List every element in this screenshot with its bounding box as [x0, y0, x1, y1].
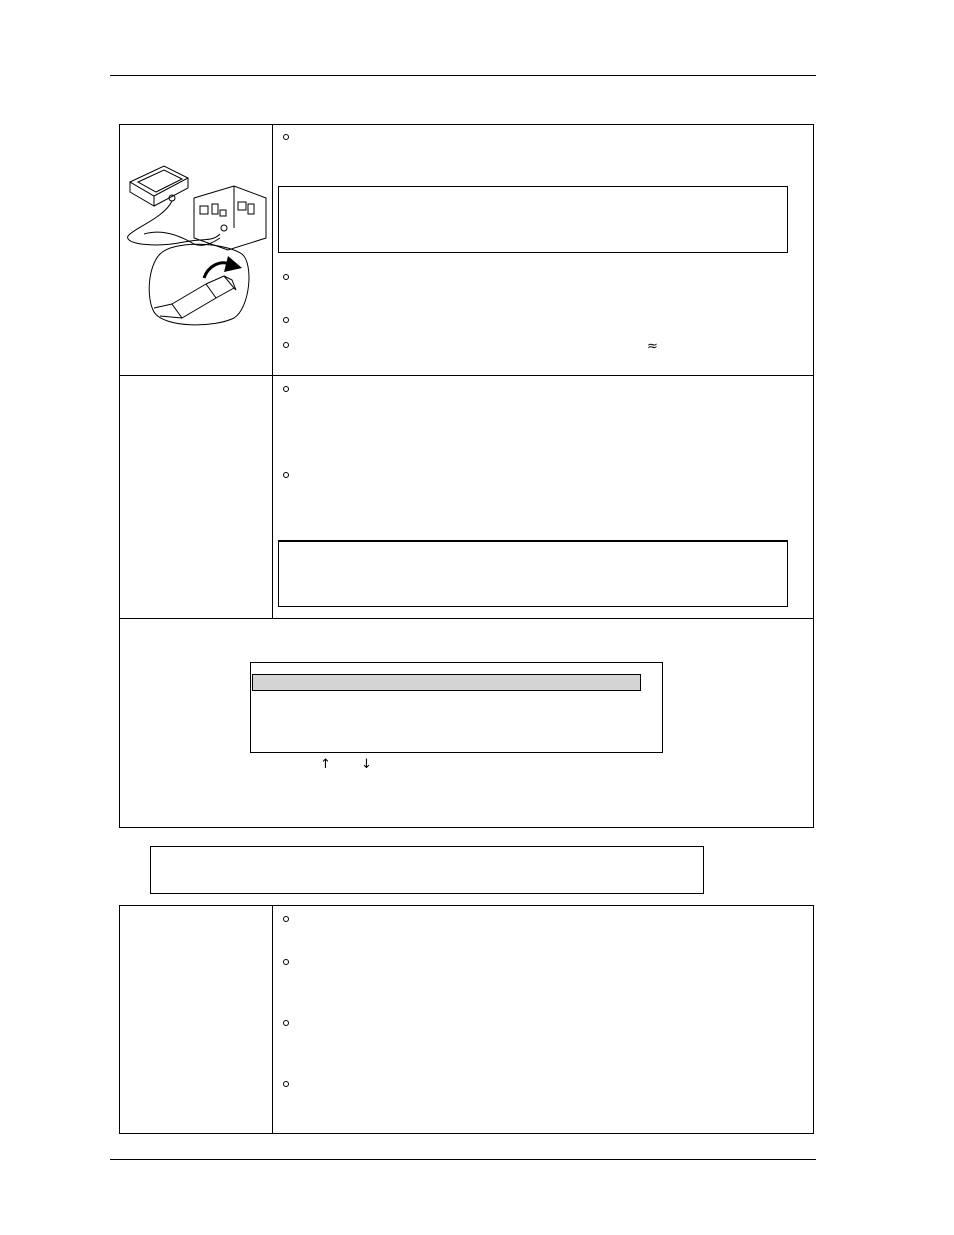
arrow-up-icon: ↑	[320, 757, 331, 772]
instruction-table-lower	[119, 905, 814, 1134]
table-row-divider-1	[119, 375, 814, 376]
table-column-divider	[272, 124, 273, 619]
lcd-highlight-bar	[252, 674, 641, 691]
bullet-marker	[283, 274, 289, 280]
bullet-marker	[283, 386, 289, 392]
bullet-marker	[283, 472, 289, 478]
approx-symbol: ≈	[647, 339, 658, 354]
header-rule	[110, 75, 816, 76]
bullet-marker	[283, 1081, 289, 1087]
footer-rule	[110, 1159, 816, 1160]
bullet-marker	[283, 959, 289, 965]
note-box	[278, 186, 788, 253]
table-row-divider-2	[119, 618, 814, 619]
bullet-marker	[283, 317, 289, 323]
note-box	[278, 540, 788, 607]
bullet-marker	[283, 134, 289, 140]
arrow-down-icon: ↓	[361, 757, 372, 772]
bullet-marker	[283, 916, 289, 922]
bullet-marker	[283, 1020, 289, 1026]
bullet-marker	[283, 342, 289, 348]
table-column-divider	[272, 905, 273, 1134]
note-box-standalone	[150, 846, 704, 894]
power-adapter-illustration-icon	[124, 158, 268, 328]
